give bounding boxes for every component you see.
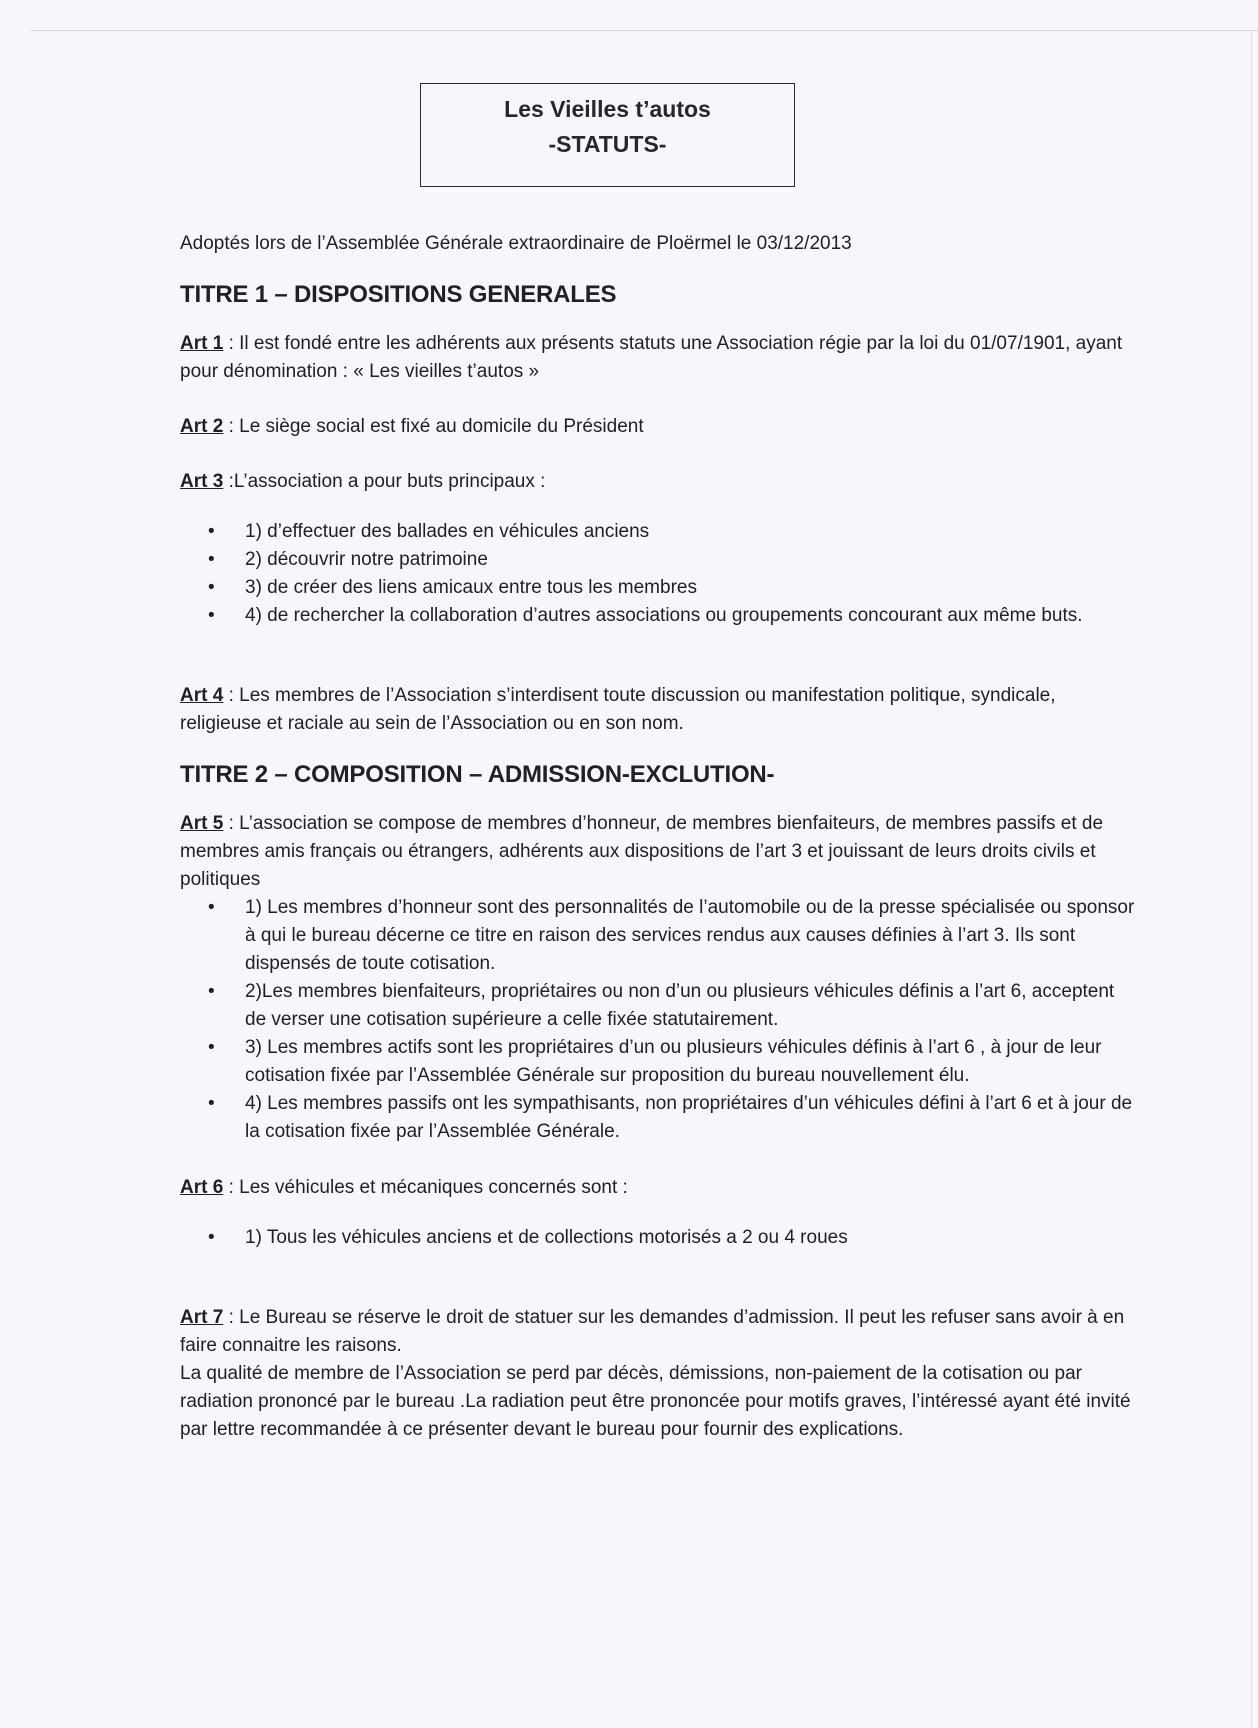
list-item-text: 4) Les membres passifs ont les sympathisants, non propriétaires d’un véhicules défini à l’art 6 et à jour de la cotisation fixée par l’Assemblée Générale. [245, 1093, 1133, 1142]
document-body [178, 230, 1138, 1444]
bullet-icon: • [208, 521, 215, 542]
article-6 [180, 1174, 1138, 1202]
article-4 [180, 682, 1138, 738]
list-item-text: 2) découvrir notre patrimoine [245, 549, 488, 570]
bullet-icon: • [208, 1227, 215, 1248]
list-item-text: 1) Tous les véhicules anciens et de collections motorisés a 2 ou 4 roues [245, 1227, 848, 1248]
list-item [208, 574, 1138, 602]
article-3 [180, 468, 1138, 496]
title-box [420, 83, 795, 187]
article-1 [180, 330, 1138, 386]
article-4-label: Art 4 [180, 685, 224, 706]
bullet-icon: • [208, 897, 215, 918]
list-item-text: 4) de rechercher la collaboration d’autres associations ou groupements concourant aux même buts. [245, 605, 1083, 626]
list-item [208, 1034, 1138, 1090]
article-1-label: Art 1 [180, 333, 224, 354]
bullet-icon: • [208, 1037, 215, 1058]
list-item-text: 1) d’effectuer des ballades en véhicules anciens [245, 521, 650, 542]
article-3-text: :L’association a pour buts principaux : [223, 471, 546, 492]
article-5 [180, 810, 1138, 894]
article-2-text: : Le siège social est fixé au domicile du Président [223, 416, 644, 437]
list-item [208, 518, 1138, 546]
list-item-text: 2)Les membres bienfaiteurs, propriétaires ou non d’un ou plusieurs véhicules définis a l’art 6, acceptent de verser une cotisation supérieure a celle fixée statutairement. [245, 981, 1115, 1030]
list-item [208, 978, 1138, 1034]
document-subtitle: -STATUTS- [548, 131, 667, 157]
article-1-text: : Il est fondé entre les adhérents aux présents statuts une Association régie par la loi du 01/07/1901, ayant pour dénomination : « Les vieilles t’autos » [180, 333, 1123, 382]
article-2-label: Art 2 [180, 416, 224, 437]
article-3-label: Art 3 [180, 471, 224, 492]
bullet-icon: • [208, 605, 215, 626]
spacer [178, 1146, 1138, 1174]
scan-edge-top [30, 30, 1258, 31]
article-6-list [178, 1224, 1138, 1252]
spacer [178, 630, 1138, 682]
bullet-icon: • [208, 1093, 215, 1114]
list-item [208, 1090, 1138, 1146]
document-title: Les Vieilles t’autos [504, 96, 711, 122]
list-item [208, 1224, 1138, 1252]
list-item [208, 602, 1138, 630]
article-7-text: : Le Bureau se réserve le droit de statuer sur les demandes d’admission. Il peut les refuser sans avoir à en faire connaitre les raisons. [180, 1307, 1125, 1356]
list-item-text: 1) Les membres d’honneur sont des personnalités de l’automobile ou de la presse spécialisée ou sponsor à qui le bureau décerne ce titre en raison des services rendus aux causes définies à l’art 3. Ils sont dispensés de toute cotisation. [245, 897, 1135, 974]
list-item [208, 546, 1138, 574]
bullet-icon: • [208, 981, 215, 1002]
article-2 [180, 413, 1138, 441]
list-item-text: 3) de créer des liens amicaux entre tous les membres [245, 577, 697, 598]
article-3-list [178, 518, 1138, 630]
scan-edge-right [1251, 30, 1252, 1728]
list-item-text: 3) Les membres actifs sont les propriétaires d’un ou plusieurs véhicules définis à l’art 6 , à jour de leur cotisation fixée par l’Assemblée Générale sur proposition du bureau nouvellement élu. [245, 1037, 1102, 1086]
bullet-icon: • [208, 549, 215, 570]
article-5-text: : L’association se compose de membres d’honneur, de membres bienfaiteurs, de membres passifs et de membres amis français ou étrangers, adhérents aux dispositions de l’art 3 et jouissant de leurs droits civils et politiques [180, 813, 1104, 890]
article-5-list [178, 894, 1138, 1146]
article-7-label: Art 7 [180, 1307, 224, 1328]
spacer [178, 1252, 1138, 1304]
titre-1-heading: TITRE 1 – DISPOSITIONS GENERALES [180, 281, 617, 308]
list-item [208, 894, 1138, 978]
article-4-text: : Les membres de l’Association s’interdisent toute discussion ou manifestation politique, syndicale, religieuse et raciale au sein de l’Association ou en son nom. [180, 685, 1056, 734]
adoption-note: Adoptés lors de l’Assemblée Générale extraordinaire de Ploërmel le 03/12/2013 [180, 233, 852, 254]
article-6-label: Art 6 [180, 1177, 224, 1198]
bullet-icon: • [208, 577, 215, 598]
article-6-text: : Les véhicules et mécaniques concernés sont : [223, 1177, 628, 1198]
article-7-paragraph-2: La qualité de membre de l’Association se perd par décès, démissions, non-paiement de la cotisation ou par radiation prononcé par le bureau .La radiation peut être prononcée pour motifs graves, l’intéressé ayant été invité par lettre recommandée à ce présenter devant le bureau pour fournir des explications. [180, 1363, 1131, 1440]
article-7 [180, 1304, 1138, 1360]
titre-2-heading: TITRE 2 – COMPOSITION – ADMISSION-EXCLUTION- [180, 761, 775, 788]
article-5-label: Art 5 [180, 813, 224, 834]
